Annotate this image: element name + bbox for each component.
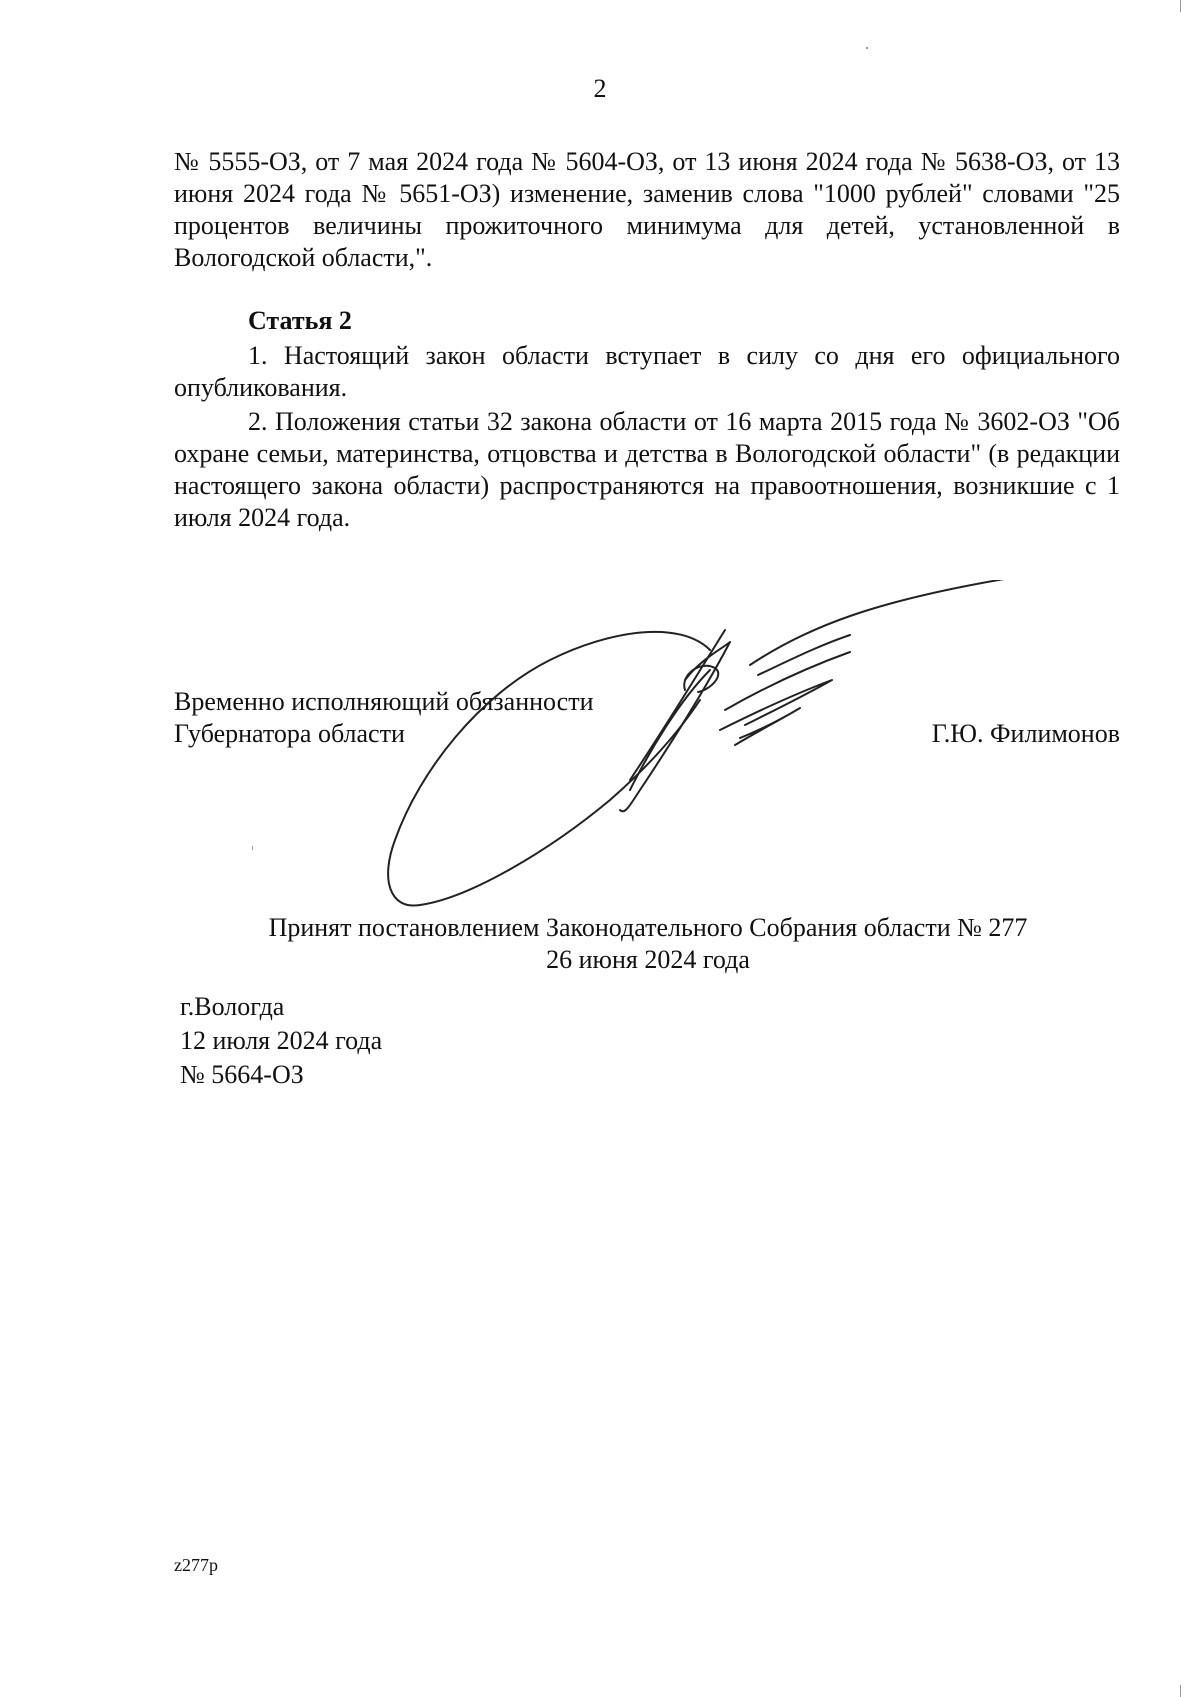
city: г.Вологда — [180, 992, 285, 1021]
scan-mark-top-right — [1180, 0, 1181, 12]
law-number: № 5664-ОЗ — [180, 1060, 304, 1089]
adoption-line-2: 26 июня 2024 года — [546, 945, 750, 974]
article-paragraph-2: 2. Положения статьи 32 закона области от 16 марта 2015 года № 3602-ОЗ "Об охране семьи, материнства, отцовства и детства в Вологодской области" (в редакции настоящего закона области) распространяются на правоотношения, возникшие с 1 июля 2024 года. — [174, 407, 1120, 532]
page-number: 2 — [593, 74, 607, 103]
signer-title-line-2: Губернатора области — [174, 719, 405, 748]
article-paragraph-1: 1. Настоящий закон области вступает в силу со дня его официального опубликования. — [174, 341, 1120, 402]
scan-mark-bottom-right — [1180, 1685, 1181, 1697]
adoption-line-1: Принят постановлением Законодательного Собрания области № 277 — [268, 913, 1028, 942]
handwritten-signature — [380, 580, 1020, 940]
article-heading: Статья 2 — [248, 306, 352, 335]
scan-dot — [866, 47, 868, 49]
signing-date: 12 июля 2024 года — [180, 1026, 383, 1055]
place-date-block — [180, 990, 382, 1092]
document-code: z277p — [174, 1555, 218, 1575]
adoption-block — [0, 912, 1200, 976]
continuation-paragraph: № 5555-ОЗ, от 7 мая 2024 года № 5604-ОЗ, от 13 июня 2024 года № 5638-ОЗ, от 13 июня 2024 года № 5651-ОЗ) изменение, заменив слова "1000 рублей" словами "25 процентов величины прожиточного минимума для детей, установленной в Вологодской области,". — [174, 147, 1120, 272]
scan-dot — [252, 846, 253, 850]
signer-name: Г.Ю. Филимонов — [931, 719, 1120, 748]
signer-title-line-1: Временно исполняющий обязанности — [174, 687, 594, 716]
